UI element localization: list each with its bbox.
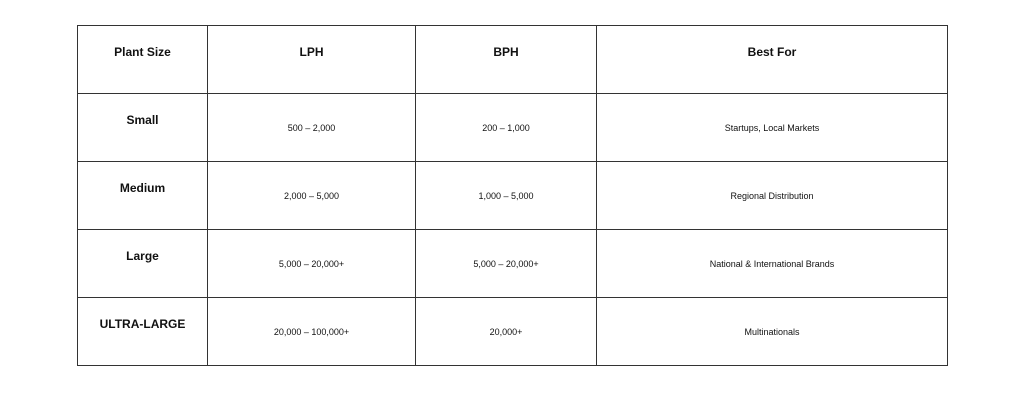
best-for-cell: Multinationals xyxy=(597,298,948,366)
bph-cell: 200 – 1,000 xyxy=(416,94,597,162)
bph-cell: 20,000+ xyxy=(416,298,597,366)
lph-cell: 20,000 – 100,000+ xyxy=(208,298,416,366)
table-row xyxy=(78,162,948,230)
bph-cell: 5,000 – 20,000+ xyxy=(416,230,597,298)
bph-cell: 1,000 – 5,000 xyxy=(416,162,597,230)
table-row xyxy=(78,94,948,162)
header-row xyxy=(78,26,948,94)
best-for-cell: National & International Brands xyxy=(597,230,948,298)
header-bph: BPH xyxy=(416,26,597,94)
lph-cell: 5,000 – 20,000+ xyxy=(208,230,416,298)
best-for-cell: Startups, Local Markets xyxy=(597,94,948,162)
plant-size-cell: ULTRA-LARGE xyxy=(78,298,208,366)
lph-cell: 500 – 2,000 xyxy=(208,94,416,162)
table-row xyxy=(78,298,948,366)
table-row xyxy=(78,230,948,298)
plant-size-cell: Medium xyxy=(78,162,208,230)
header-plant-size: Plant Size xyxy=(78,26,208,94)
plant-size-cell: Large xyxy=(78,230,208,298)
best-for-cell: Regional Distribution xyxy=(597,162,948,230)
plant-size-cell: Small xyxy=(78,94,208,162)
plant-size-table xyxy=(77,25,948,366)
header-lph: LPH xyxy=(208,26,416,94)
lph-cell: 2,000 – 5,000 xyxy=(208,162,416,230)
header-best-for: Best For xyxy=(597,26,948,94)
